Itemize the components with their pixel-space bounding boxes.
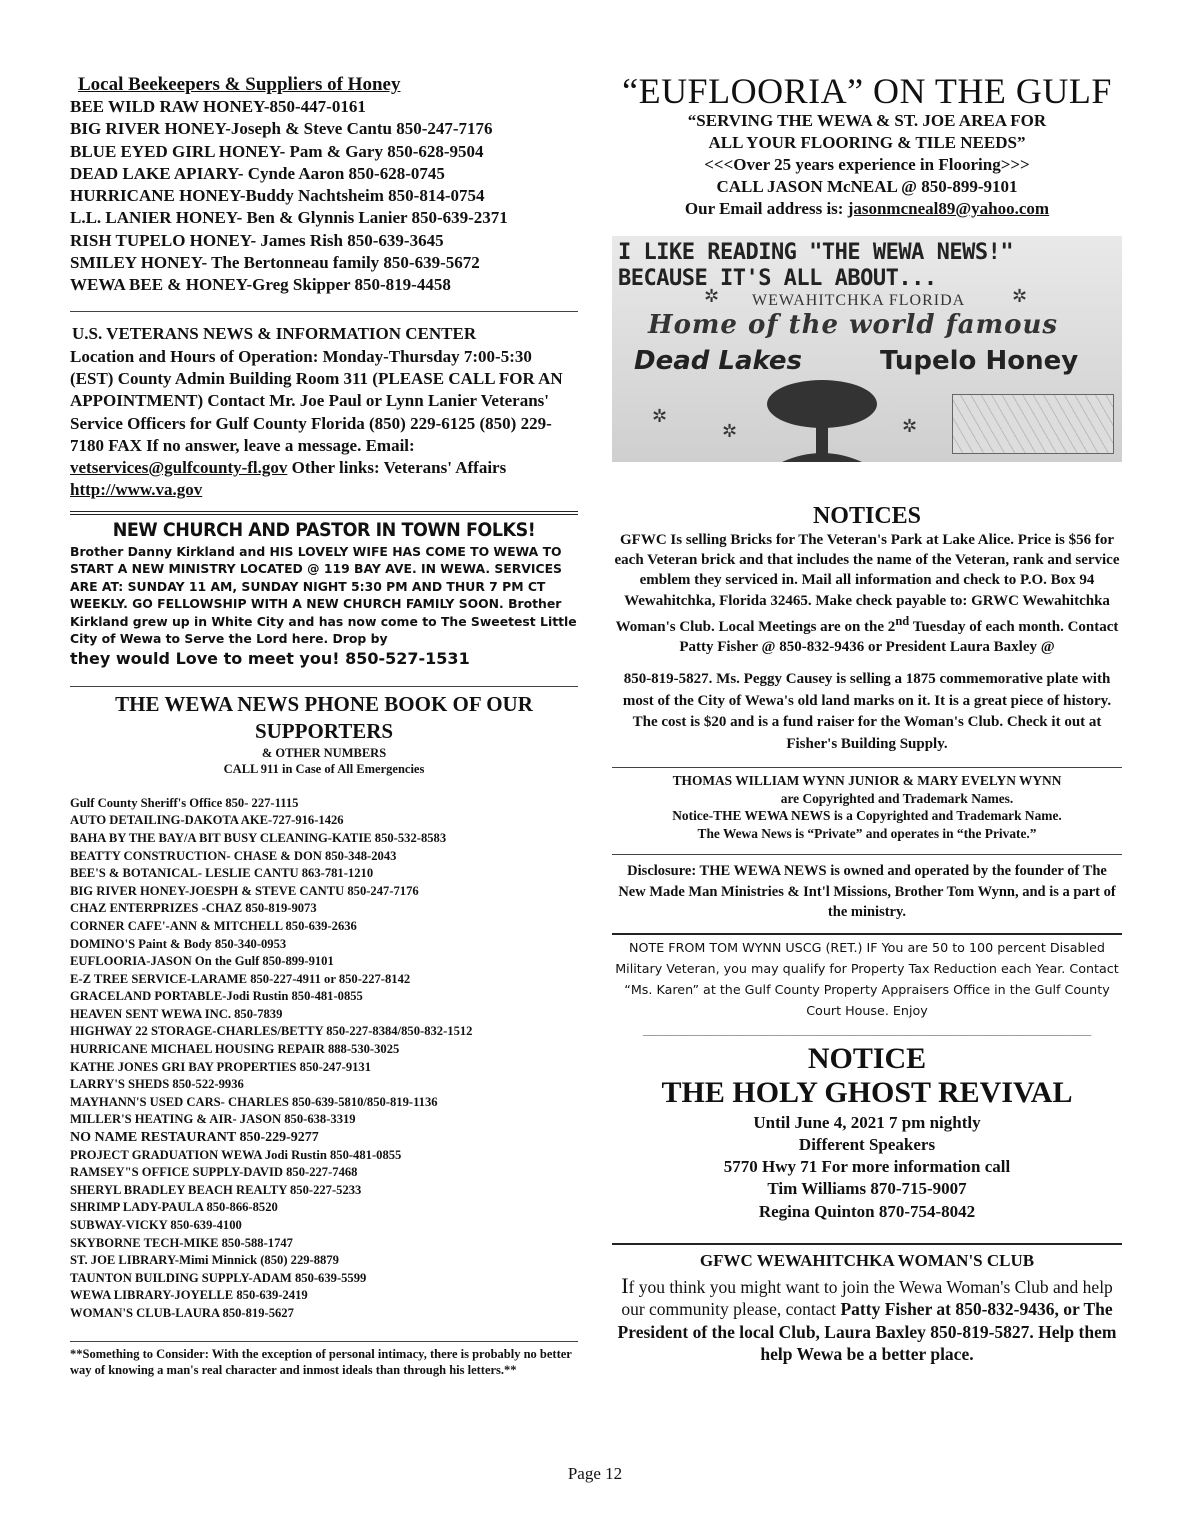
- bee-icon: ✲: [902, 416, 918, 436]
- tree-icon: [762, 374, 882, 462]
- trademark-line: THOMAS WILLIAM WYNN JUNIOR & MARY EVELYN WYNN: [672, 773, 1062, 789]
- list-item: KATHE JONES GRI BAY PROPERTIES 850-247-9131: [70, 1059, 372, 1074]
- notices-title: NOTICES: [812, 503, 922, 529]
- list-item: SMILEY HONEY- The Bertonneau family 850-639-5672: [70, 253, 480, 273]
- left-column: [70, 74, 578, 1379]
- eufloria-phone: CALL JASON McNEAL @ 850-899-9101: [716, 177, 1018, 196]
- list-item: LARRY'S SHEDS 850-522-9936: [70, 1077, 244, 1092]
- double-divider: [70, 511, 578, 515]
- eufloria-experience: <<<Over 25 years experience in Flooring>>>: [704, 155, 1030, 174]
- list-item: HIGHWAY 22 STORAGE-CHARLES/BETTY 850-227-8384/850-832-1512: [70, 1024, 473, 1039]
- notices-plate-body: 850-819-5827. Ms. Peggy Causey is selling a 1875 commemorative plate with most of the City of Wewa's old land marks on it. It is a great piece of history. The cost is $20 and is a fund raiser for the Woman's Club. Check it out at Fisher's Building Supply.: [622, 671, 1112, 752]
- divider: [70, 311, 578, 312]
- disclosure-text: Disclosure: THE WEWA NEWS is owned and operated by the founder of The New Made Man Ministries & Int'l Missions, Brother Tom Wynn, and is a part of the ministry.: [618, 863, 1116, 921]
- club-body: If you think you might want to join the Wewa Woman's Club and help our community please, contact Patty Fisher at 850-832-9436, or The President of the local Club, Laura Baxley 850-819-5827. Help them help Wewa be a better place.: [617, 1272, 1117, 1365]
- veterans-body: Location and Hours of Operation: Monday-Thursday 7:00-5:30 (EST) County Admin Building Room 311 (PLEASE CALL FOR AN APPOINTMENT) Contact Mr. Joe Paul or Lynn Lanier Veterans' Service Officers for Gulf County Florida (850) 229-6125 (850) 229-7180 FAX If no answer, leave a message. Email: vetservices@gulfcounty-fl.gov Other links: Veterans' Affairs http://www.va.gov: [70, 346, 563, 500]
- list-item: AUTO DETAILING-DAKOTA AKE-727-916-1426: [70, 813, 344, 828]
- revival-line: 5770 Hwy 71 For more information call: [723, 1157, 1011, 1177]
- list-item: RISH TUPELO HONEY- James Rish 850-639-3645: [70, 230, 444, 250]
- list-item: ST. JOE LIBRARY-Mimi Minnick (850) 229-8879: [70, 1253, 339, 1268]
- phonebook-list: [70, 795, 578, 1323]
- beekeepers-title: Local Beekeepers & Suppliers of Honey: [78, 74, 401, 95]
- eufloria-tagline-2: ALL YOUR FLOORING & TILE NEEDS”: [708, 133, 1026, 152]
- list-item: HEAVEN SENT WEWA INC. 850-7839: [70, 1006, 283, 1021]
- list-item: BLUE EYED GIRL HONEY- Pam & Gary 850-628-9504: [70, 141, 484, 161]
- list-item: WEWA BEE & HONEY-Greg Skipper 850-819-4458: [70, 275, 451, 295]
- revival-line: Different Speakers: [798, 1134, 936, 1154]
- list-item: DOMINO'S Paint & Body 850-340-0953: [70, 936, 287, 951]
- tom-wynn-note: [612, 933, 1122, 1036]
- phonebook-subtitle: & OTHER NUMBERS: [261, 745, 387, 760]
- list-item: BEE WILD RAW HONEY-850-447-0161: [70, 97, 366, 116]
- list-item: BIG RIVER HONEY-JOESPH & STEVE CANTU 850-247-7176: [70, 883, 419, 898]
- bee-icon: ✲: [722, 421, 738, 441]
- church-title: NEW CHURCH AND PASTOR IN TOWN FOLKS!: [112, 518, 536, 541]
- tom-note-text: NOTE FROM TOM WYNN USCG (RET.) IF You are 50 to 100 percent Disabled Military Veteran, you may qualify for Property Tax Reduction each Year. Contact “Ms. Karen” at the Gulf County Property Appraisers Office in the Gulf County Court House. Enjoy: [615, 939, 1119, 1018]
- something-to-consider: [70, 1337, 578, 1379]
- list-item: CHAZ ENTERPRIZES -CHAZ 850-819-9073: [70, 901, 317, 916]
- eufloria-email-link[interactable]: jasonmcneal89@yahoo.com: [847, 199, 1050, 218]
- list-item: BAHA BY THE BAY/A BIT BUSY CLEANING-KATIE 850-532-8583: [70, 830, 447, 845]
- va-gov-link[interactable]: http://www.va.gov: [70, 480, 203, 500]
- list-item: PROJECT GRADUATION WEWA Jodi Rustin 850-481-0855: [70, 1147, 402, 1162]
- banner-line-6: Tupelo Honey: [880, 346, 1079, 376]
- club-title: GFWC WEWAHITCHKA WOMAN'S CLUB: [699, 1250, 1035, 1270]
- divider: [612, 1243, 1122, 1245]
- eufloria-ad: [612, 71, 1122, 220]
- banner-line-3: WEWAHITCHKA FLORIDA: [752, 292, 966, 309]
- revival-notice: [612, 1042, 1122, 1223]
- list-item: CORNER CAFE'-ANN & MITCHELL 850-639-2636: [70, 918, 357, 933]
- list-item: BIG RIVER HONEY-Joseph & Steve Cantu 850-247-7176: [70, 119, 493, 139]
- dashed-divider: ________________________________________________________________________: [642, 1022, 1092, 1036]
- list-item: E-Z TREE SERVICE-LARAME 850-227-4911 or 850-227-8142: [70, 971, 411, 986]
- phonebook-title: THE WEWA NEWS PHONE BOOK OF OUR SUPPORTERS: [115, 691, 533, 743]
- consider-text: **Something to Consider: With the exception of personal intimacy, there is probably no better way of knowing a man's real character and inmost ideals than through his letters.**: [70, 1346, 572, 1378]
- list-item: EUFLOORIA-JASON On the Gulf 850-899-9101: [70, 954, 334, 969]
- list-item: BEATTY CONSTRUCTION- CHASE & DON 850-348-2043: [70, 848, 397, 863]
- banner-line-5: Dead Lakes: [634, 346, 803, 376]
- list-item: SUBWAY-VICKY 850-639-4100: [70, 1218, 242, 1232]
- beekeepers-section: [70, 74, 578, 297]
- divider: [70, 686, 578, 687]
- veterans-email-link[interactable]: vetservices@gulfcounty-fl.gov: [70, 458, 288, 478]
- notices-section: [612, 502, 1122, 755]
- revival-line: Tim Williams 870-715-9007: [767, 1179, 967, 1199]
- veterans-section: [70, 311, 578, 502]
- revival-notice-title: NOTICE: [807, 1041, 927, 1075]
- list-item: DEAD LAKE APIARY- Cynde Aaron 850-628-0745: [70, 163, 445, 183]
- banner-line-2: BECAUSE IT'S ALL ABOUT...: [618, 266, 937, 291]
- eufloria-email-line: Our Email address is: jasonmcneal89@yahoo.com: [684, 199, 1050, 218]
- banner-line-1: I LIKE READING "THE WEWA NEWS!": [618, 240, 1014, 265]
- list-item: MAYHANN'S USED CARS- CHARLES 850-639-5810/850-819-1136: [70, 1094, 438, 1109]
- eufloria-title: “EUFLOORIA” ON THE GULF: [622, 71, 1112, 111]
- bee-icon: ✲: [704, 286, 720, 306]
- page-number: Page 12: [567, 1464, 623, 1483]
- list-item: MILLER'S HEATING & AIR- JASON 850-638-3319: [70, 1112, 356, 1127]
- church-body: Brother Danny Kirkland and HIS LOVELY WIFE HAS COME TO WEWA TO START A NEW MINISTRY LOCATED @ 119 BAY AVE. IN WEWA. SERVICES ARE AT: SUNDAY 11 AM, SUNDAY NIGHT 5:30 PM AND THUR 7 PM CT WEEKLY. GO FELLOWSHIP WITH A NEW CHURCH FAMILY SOON. Brother Kirkland grew up in White City and has now come to The Sweetest Little City of Wewa to Serve the Lord here. Drop by: [70, 543, 577, 647]
- trademark-notice: [612, 767, 1122, 842]
- list-item: RAMSEY"S OFFICE SUPPLY-DAVID 850-227-7468: [70, 1165, 358, 1180]
- notices-body: GFWC Is selling Bricks for The Veteran's Park at Lake Alice. Price is $56 for each Veteran brick and that includes the name of the Veteran, rank and service emblem they serviced in. Mail all information and check to P.O. Box 94 Wewahitchka, Florida 32465. Make check payable to: GRWC Wewahitchka Woman's Club. Local Meetings are on the 2nd Tuesday of each month. Contact Patty Fisher @ 850-832-9436 or President Laura Baxley @: [614, 532, 1120, 656]
- trademark-line: are Copyrighted and Trademark Names.: [780, 790, 1014, 806]
- disclosure-section: [612, 854, 1122, 923]
- veterans-title: U.S. VETERANS NEWS & INFORMATION CENTER: [72, 323, 477, 343]
- list-item: SHERYL BRADLEY BEACH REALTY 850-227-5233: [70, 1182, 362, 1197]
- list-item: BEE'S & BOTANICAL- LESLIE CANTU 863-781-1210: [70, 866, 374, 881]
- list-item: WEWA LIBRARY-JOYELLE 850-639-2419: [70, 1288, 308, 1303]
- church-contact: they would Love to meet you! 850-527-1531: [70, 648, 470, 668]
- womans-club-section: [612, 1243, 1122, 1366]
- phonebook-emergency-note: CALL 911 in Case of All Emergencies: [223, 761, 425, 776]
- revival-line: Regina Quinton 870-754-8042: [758, 1201, 976, 1221]
- list-item: GRACELAND PORTABLE-Jodi Rustin 850-481-0855: [70, 989, 363, 1004]
- revival-title: THE HOLY GHOST REVIVAL: [661, 1075, 1073, 1109]
- list-item: Gulf County Sheriff's Office 850- 227-1115: [70, 795, 299, 810]
- list-item: SHRIMP LADY-PAULA 850-866-8520: [70, 1200, 278, 1215]
- banner-line-4: Home of the world famous: [648, 310, 1059, 340]
- eufloria-tagline-1: “SERVING THE WEWA & ST. JOE AREA FOR: [687, 111, 1047, 130]
- list-item: TAUNTON BUILDING SUPPLY-ADAM 850-639-5599: [70, 1270, 367, 1285]
- right-column: [612, 71, 1122, 1366]
- trademark-line: Notice-THE WEWA NEWS is a Copyrighted and Trademark Name.: [672, 808, 1062, 824]
- list-item: L.L. LANIER HONEY- Ben & Glynnis Lanier 850-639-2371: [70, 208, 508, 228]
- phonebook-section: [70, 686, 578, 1323]
- church-section: [70, 511, 578, 668]
- list-item: NO NAME RESTAURANT 850-229-9277: [70, 1130, 319, 1146]
- bee-icon: ✲: [652, 406, 668, 426]
- revival-line: Until June 4, 2021 7 pm nightly: [753, 1112, 981, 1132]
- wewa-news-banner: [612, 236, 1122, 462]
- list-item: WOMAN'S CLUB-LAURA 850-819-5627: [70, 1305, 294, 1320]
- list-item: HURRICANE HONEY-Buddy Nachtsheim 850-814-0754: [70, 186, 485, 206]
- list-item: SKYBORNE TECH-MIKE 850-588-1747: [70, 1235, 293, 1250]
- beekeepers-list: [70, 96, 578, 297]
- bee-icon: ✲: [1012, 286, 1028, 306]
- trademark-line: The Wewa News is “Private” and operates in “the Private.”: [697, 825, 1037, 841]
- honeycomb-graphic: [952, 394, 1114, 454]
- list-item: HURRICANE MICHAEL HOUSING REPAIR 888-530-3025: [70, 1042, 400, 1057]
